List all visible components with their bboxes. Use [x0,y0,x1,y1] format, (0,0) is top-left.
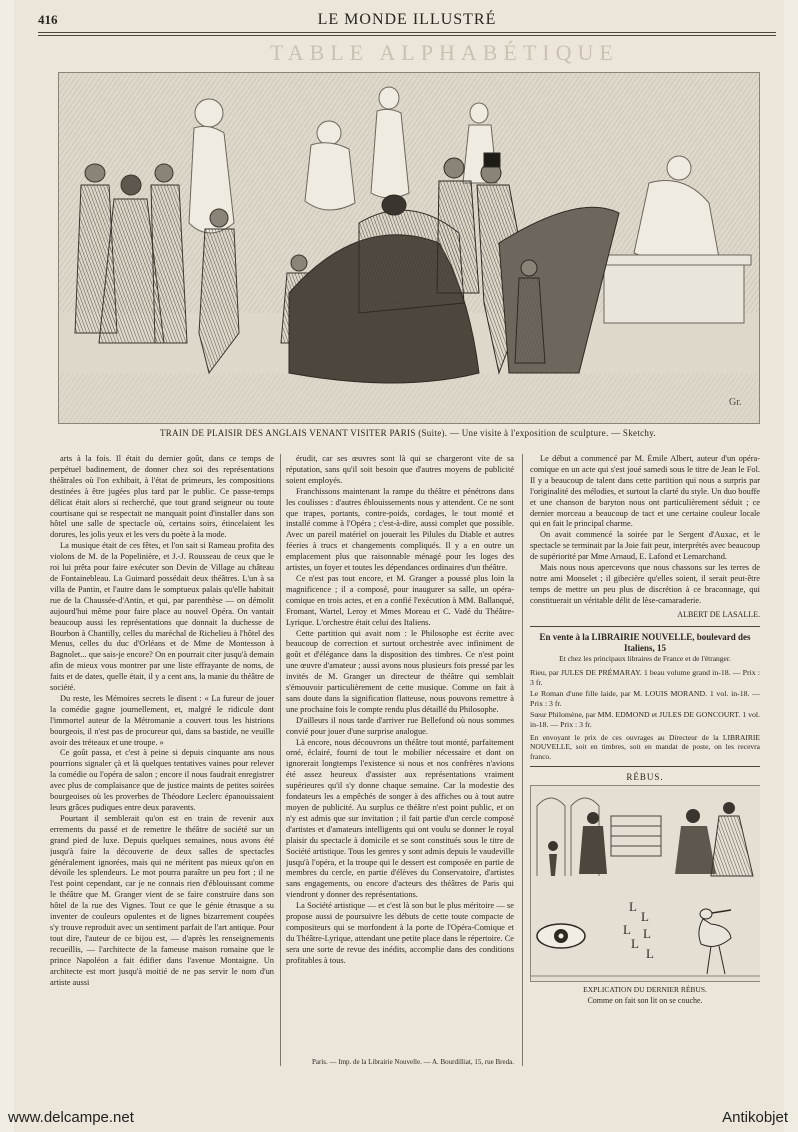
page-header [38,8,776,30]
rebus-explanation-title: EXPLICATION DU DERNIER RÉBUS. [583,984,707,994]
rebus-letter: L [643,925,651,941]
rebus-letter: L [646,945,654,961]
ad-note: En envoyant le prix de ces ouvrages au Directeur de la LIBRAIRIE NOUVELLE, soit en timbres, soit en mandat de poste, on les recevra franco. [530,732,760,761]
section-divider [530,766,760,767]
advertisement [530,632,760,761]
rebus-title: RÉBUS. [626,772,664,782]
watermark-right: Antikobjet [722,1109,788,1126]
column-rule [280,454,281,1066]
running-title: LE MONDE ILLUSTRÉ [317,11,497,28]
article-paragraph: Franchissons maintenant la rampe du théâtre et pénétrons dans les coulisses : d'autres éblouissements nous y attendent. Ce ne sont que trapes, portants, contre-poids, cordages, le tout monté et installé comme à l'Opéra ; c'est-à-dire, aussi complet que possible. Avec un pareil matériel on jouerait les Pilules du Diable et autres féeries à trucs et changements compliqués. Il y a en outre un emplacement plus que raisonnable ménagé pour les loges des artistes, un foyer et toutes les dépendances ordinaires d'un théâtre. [286,486,514,573]
sculpture-exhibition-engraving [59,73,759,423]
article-paragraph: Mais nous nous apercevons que nous chassons sur les terres de notre ami Monselet ; il gibecière qu'elles soient, il serait peut-être temps de mettre un peu plus de discrétion à ce braconnage, qui constituerait un véritable délit de lèse-camaraderie. [530,563,760,605]
article-paragraph: Ce n'est pas tout encore, et M. Granger a poussé plus loin la magnificence ; il a composé, pour inaugurer sa salle, un opéra-comique en trois actes, et en a confié l'exécution à MM. Ballanqué, Fromant, Wartel, Leroy et Mmes Moreau et C. Vadé du Théâtre-Lyrique. L'orchestre était celui des Italiens. [286,573,514,627]
article-paragraph: La musique était de ces fêtes, et l'on sait si Rameau profita des violons de M. de la Popelinière, et J.-J. Rousseau de ceux que le roi lui prêta pour faire exécuter son Devin de Village au château de Fontainebleau. La Guimard possédait deux théâtres. L'un à sa villa de Pantin, et l'autre dans le somptueux palais qu'elle habitait rue de la Chaussée-d'Antin, et qui, par parenthèse — on démolit aujourd'hui même pour faire place au nouvel Opéra. On vantait beaucoup aussi les représentations que donnait la duchesse de Bourbon à Chantilly, celles du maréchal de Richelieu à l'hôtel des Menus, celles du duc d'Orléans et de Mme de Montesson à Bagnolet... que sais-je encore? On en pourrait citer jusqu'à demain afin de mieux vous montrer par une liste effrayante de noms, de faits et de dates, quelle était, il y a cent ans, la manie du théâtre de société. [50,541,274,693]
article-column-2 [286,454,514,1066]
rebus-letter: L [629,898,637,914]
article-paragraph: Pourtant il semblerait qu'on est en train de revenir aux errements du passé et de remettre le théâtre de société sur un grand pied de luxe. Depuis quelques semaines, nous avons été jusqu'à faire la découverte de deux salles de spectacles généralement ignorées, mais qui ne méritent pas mieux qu'on en dévoile les splendeurs. Le mot pourra paraître un peu fort ; il ne l'est point cependant, car je ne connais rien d'éblouissant comme le théâtre que M. Granger vient de se faire construire dans son hôtel de la rue des Vignes. Tout ce que le génie étrusque a su inventer de couleurs opulentes et de lignes bizarrement coupées s'y trouve reproduit avec un sentiment parfait de l'art antique. Pour tout dire, l'auteur de ce bijou est, — d'après les renseignements recueillis, — l'architecte de la fameuse maison romaine que le prince Napoléon a fait édifier dans l'avenue Montaigne. Un architecte est mort jusqu'à moitié de ne pas servir le nom d'un artiste aussi [50,813,274,987]
section-divider [530,626,760,627]
rebus-letter: L [641,908,649,924]
header-rule [38,32,776,36]
imprint-line: Paris. — Imp. de la Librairie Nouvelle. — A. Bourdilliat, 15, rue Breda. [312,1058,514,1066]
engraving-illustration [58,72,760,424]
page-number: 416 [38,12,58,27]
column-rule [522,454,523,1066]
ad-book-item: Sœur Philomène, par MM. EDMOND et JULES DE GONCOURT. 1 vol. in-18. — Prix : 3 fr. [530,709,760,729]
article-paragraph: La Société artistique — et c'est là son but le plus méritoire — se propose aussi de poursuivre les débuts de cette toute compacte de compositeurs qui se morfondent à la porte de l'Opéra-Comique et du Théâtre-Lyrique, attendant une petite place dans le répertoire. Ce sera une sorte de revue des inédits, accomplie dans des conditions profitables à tous. [286,901,514,965]
rebus-letter: L [623,921,631,937]
rebus-letter: L [631,935,639,951]
article-paragraph: arts à la fois. Il était du dernier goût, dans ce temps de perpétuel badinement, de donner chez soi des représentations théâtrales où l'on exhibait, à l'état de primeurs, les compositions destinées à être jugées plus tard par le public. Ce passe-temps délicat était alors si recherché, que tout grand seigneur ou toute courtisane qui se respectait ne manquait point d'installer dans son hôtel une salle de spectacle où, certains soirs, étincelaient les dorures, les jolis yeux et les vers du poète à la mode. [50,454,274,540]
article-paragraph: Du reste, les Mémoires secrets le disent : « La fureur de jouer la comédie gagne journellement, et, malgré le ridicule dont l'immortel auteur de la Métromanie a couvert tous les histrions bourgeois, il n'est pas de procureur qui, dans sa bastide, ne veuille avoir des tréteaux et une troupe. » [50,693,274,747]
svg-text:Gr.: Gr. [729,397,742,408]
rebus-picture [530,785,760,982]
article-paragraph: D'ailleurs il nous tarde d'arriver rue Bellefond où nous sommes convié pour jouer d'une surprise analogue. [286,715,514,736]
ad-book-item: Rieu, par JULES DE PRÉMARAY. 1 beau volume grand in-18. — Prix : 3 fr. [530,667,760,687]
ad-title: En vente à la LIBRAIRIE NOUVELLE, boulevard des Italiens, 15 [539,631,751,653]
rebus-explanation: Comme on fait son lit on se couche. [587,995,703,1005]
ad-subtitle: Et chez les principaux libraires de France et de l'étranger. [559,653,731,663]
article-signature: ALBERT DE LASALLE. [677,609,760,619]
article-column-3 [530,454,760,1064]
article-paragraph: Là encore, nous découvrons un théâtre tout monté, parfaitement orné, éclairé, fourni de tout le mobilier nécessaire et dont on ignorerait longtemps l'existence si nous et nos confrères n'avions été assez heureux d'assister aux représentations vraiment supérieures qu'il s'y donne chaque semaine. Car la modestie des fondateurs les a empêchés de songer à des affiches ou à tout autre moyen de publicité. Au surplus ce théâtre n'est point public, et on n'y est admis que sur invitation ; il fait partie d'un cercle composé d'artistes et d'amateurs intelligents qui ont voulu se donner le royal plaisir du spectacle à domicile et se sont constitués sous le titre de Société artistique. Tous les genres y sont admis depuis le vaudeville jusqu'à l'opéra, et la troupe qui le dessert est composée en partie de membres du cercle, en partie d'élèves du Conservatoire, d'artistes sans engagements, ou encore d'acteurs des théâtres de Paris qui viendront y donner des représentations. [286,737,514,900]
article-paragraph: On avait commencé la soirée par le Sergent d'Auxac, et le spectacle se terminait par la Joie fait peur, interprétés avec beaucoup de supériorité par Mme Arnaud, E. Lafond et Lemarchand. [530,530,760,562]
article-column-1 [50,454,274,1066]
article-paragraph: érudit, car ses œuvres sont là qui se chargeront vite de sa réputation, sans qu'il soit besoin que d'autres moyens de publicité soient employés. [286,454,514,485]
watermark-left: www.delcampe.net [8,1109,134,1126]
ad-book-item: Le Roman d'une fille laide, par M. LOUIS MORAND. 1 vol. in-18. — Prix : 3 fr. [530,688,760,708]
illustration-caption: TRAIN DE PLAISIR DES ANGLAIS VENANT VISITER PARIS (Suite). — Une visite à l'exposition de sculpture. — Sketchy. [160,428,656,438]
rebus-illustration [531,786,760,981]
article-paragraph: Ce goût passa, et c'est à peine si depuis cinquante ans nous pourrions signaler çà et là quelques tentatives vaines pour relever la comédie ou l'opéra de salon ; encore il nous faudrait enregistrer avec plus de complaisance que de justice maints de petites soirées bourgeoises où les proverbes de Théodore Leclerc épanouissaient leurs grâces pudiques entre deux paravents. [50,748,274,812]
show-through-title: TABLE ALPHABÉTIQUE [270,40,619,65]
article-paragraph: Cette partition qui avait nom : le Philosophe est écrite avec beaucoup de correction et surtout orchestrée avec infiniment de goût et d'élégance dans la disposition des timbres. Ce n'est point une œuvre d'amateur ; aussi avons nous plusieurs fois pressé par les invités de M. Granger un directeur de théâtre qui semblait s'émouvoir particulièrement de cette musique. Comme on fait à sans doute dans la signification flatteuse, nous pouvons remettre à une prochaine fois le compte rendu plus détaillé du Philosophe. [286,628,514,714]
article-paragraph: Le début a commencé par M. Émile Albert, auteur d'un opéra-comique en un acte qui s'est joué samedi sous le titre de Jean le Fol. Il y a beaucoup de talent dans cette partition qui nous a surpris par l'originalité des mélodies, et surtout la clarté du style. Un duo bouffe et une chanson de baryton nous ont particulièrement séduit ; ce dernier morceau a beaucoup de tact et une certaine couleur locale qui en fait le principal charme. [530,454,760,529]
